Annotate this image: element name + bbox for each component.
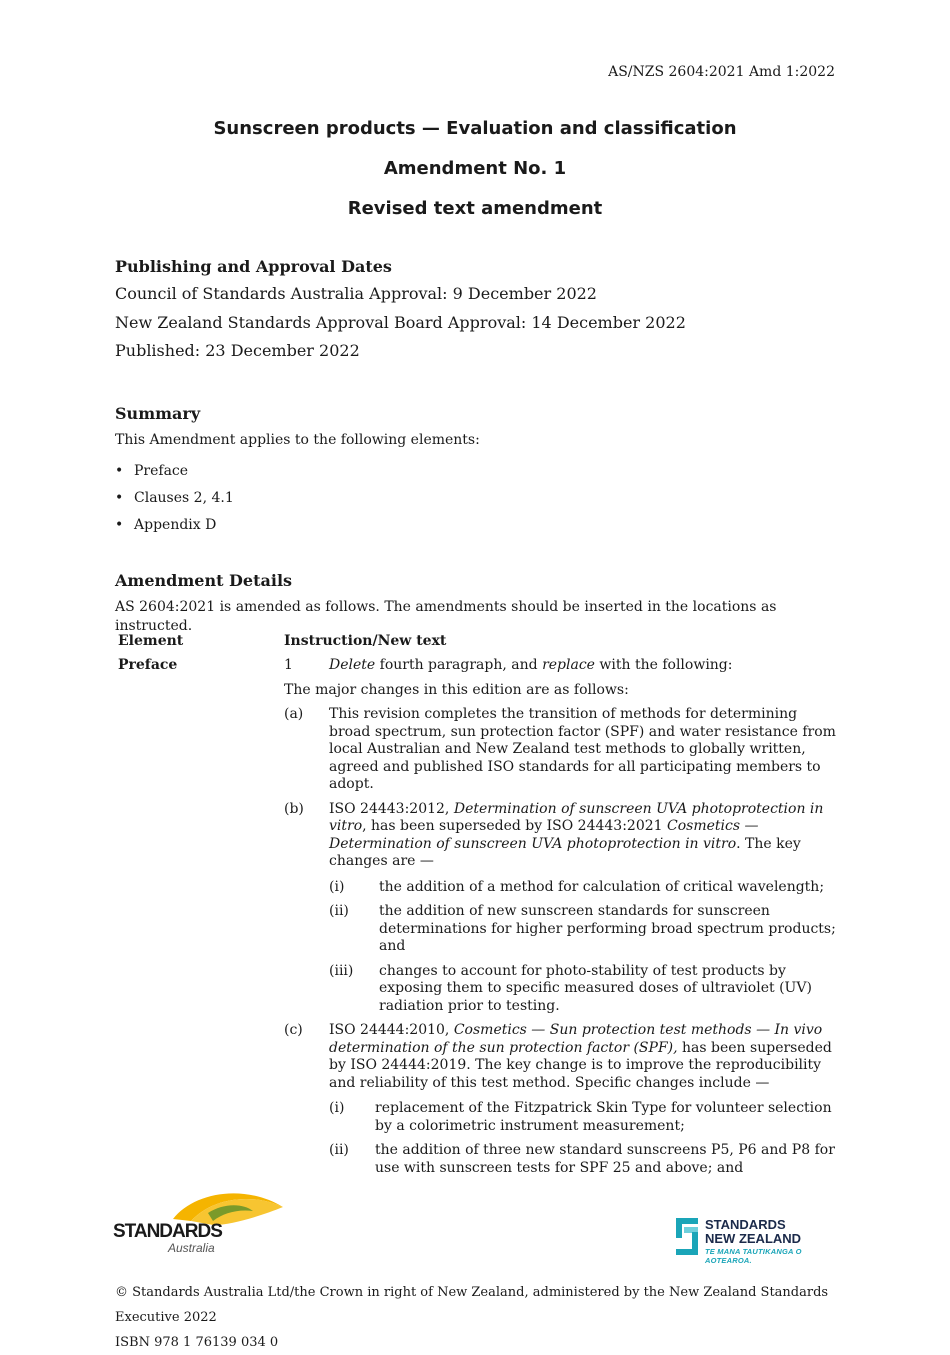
isbn: ISBN 978 1 76139 034 0 (115, 1335, 279, 1350)
sub-item: (ii) the addition of new sunscreen standards for sunscreen determinations for higher performing broad spectrum products; and (329, 903, 836, 954)
table-header-row (118, 633, 838, 657)
document-reference: AS/NZS 2604:2021 Amd 1:2022 (608, 64, 835, 80)
snz-tagline: TE MANA TAUTIKANGA O AOTEAROA. (705, 1247, 802, 1265)
summary-section (115, 404, 835, 539)
sub-item: (iii) changes to account for photo-stability of test products by exposing them to specific measured doses of ultraviolet (UV) radiation prior to testing. (329, 962, 812, 1014)
summary-heading: Summary (115, 404, 201, 423)
approval-line: Council of Standards Australia Approval: 9 December 2022 (115, 284, 597, 303)
lead-text: The major changes in this edition are as follows: (284, 681, 629, 698)
details-section (115, 571, 835, 636)
details-heading: Amendment Details (115, 571, 293, 590)
approval-line: New Zealand Standards Approval Board Approval: 14 December 2022 (115, 312, 686, 332)
column-header-instruction: Instruction/New text (284, 633, 447, 649)
list-item: • Appendix D (115, 512, 835, 539)
summary-intro: This Amendment applies to the following elements: (115, 432, 480, 448)
details-intro: AS 2604:2021 is amended as follows. The amendments should be inserted in the locations as instructed. (115, 599, 777, 634)
amendment-number: Amendment No. 1 (383, 158, 567, 179)
amendment-table (118, 633, 838, 1177)
amendment-type: Revised text amendment (347, 198, 603, 219)
sa-wordmark: STANDARDS (113, 1221, 222, 1242)
snz-mark-icon (676, 1218, 700, 1256)
list-item-c: (c) ISO 24444:2010, Cosmetics — Sun protection test methods — In vivo determination of the sun protection factor (SPF), has been superseded by ISO 24444:2019. The key change is to improve the reproducibility and reliability of this test method. Specific changes include — (i) replacement of the Fitzpatrick Skin Type for volunteer selection by a colorimetric instrument measurement; (ii) the addition of three new standard sunscreens P5, P6 and P8 for use with sunscreen tests for SPF 25 and above; and (284, 1022, 838, 1177)
list-item-a: (a) This revision completes the transition of methods for determining broad spectrum, sun protection factor (SPF) and water resistance from local Australian and New Zealand test methods to globally written, agreed and published ISO standards for all participating members to adopt. (284, 706, 836, 792)
sub-item: (ii) the addition of three new standard sunscreens P5, P6 and P8 for use with sunscreen tests for SPF 25 and above; and (329, 1142, 835, 1176)
sub-item: (i) replacement of the Fitzpatrick Skin Type for volunteer selection by a colorimetric instrument measurement; (329, 1100, 832, 1134)
publishing-section (115, 257, 835, 366)
standards-nz-logo (676, 1217, 846, 1265)
snz-wordmark-line2: NEW ZEALAND (705, 1231, 802, 1246)
list-item-b: (b) ISO 24443:2012, Determination of sunscreen UVA photoprotection in vitro, has been superseded by ISO 24443:2021 Cosmetics — Determination of sunscreen UVA photoprotection in vitro. The key changes are — (i) the addition of a method for calculation of critical wavelength; (ii) the addition of new sunscreen standards for sunscreen determinations for higher performing broad spectrum products; and (iii) changes to account for photo-stability of test products by exposing them to specific measured doses of ultraviolet (UV) radiation prior to testing. (284, 801, 838, 1016)
list-item: • Preface (115, 458, 835, 485)
table-row (118, 657, 838, 1177)
document-title: Sunscreen products — Evaluation and classification (213, 118, 737, 139)
title-block (0, 116, 950, 236)
sub-item: (i) the addition of a method for calculation of critical wavelength; (329, 878, 825, 895)
copyright-notice: © Standards Australia Ltd/the Crown in right of New Zealand, administered by the New Zealand Standards Executive 2022 (115, 1285, 829, 1325)
element-cell: Preface (118, 657, 178, 673)
published-line: Published: 23 December 2022 (115, 341, 360, 360)
instruction-cell (284, 657, 838, 1177)
summary-list (115, 458, 835, 539)
sa-subtitle: Australia (168, 1241, 215, 1255)
snz-wordmark-line1: STANDARDS (705, 1217, 786, 1232)
list-item: • Clauses 2, 4.1 (115, 485, 835, 512)
standards-australia-logo (113, 1185, 293, 1255)
publishing-heading: Publishing and Approval Dates (115, 257, 392, 276)
instruction-line: 1 Delete fourth paragraph, and replace with the following: (284, 657, 733, 673)
column-header-element: Element (118, 633, 184, 649)
logo-bar (0, 1185, 950, 1265)
